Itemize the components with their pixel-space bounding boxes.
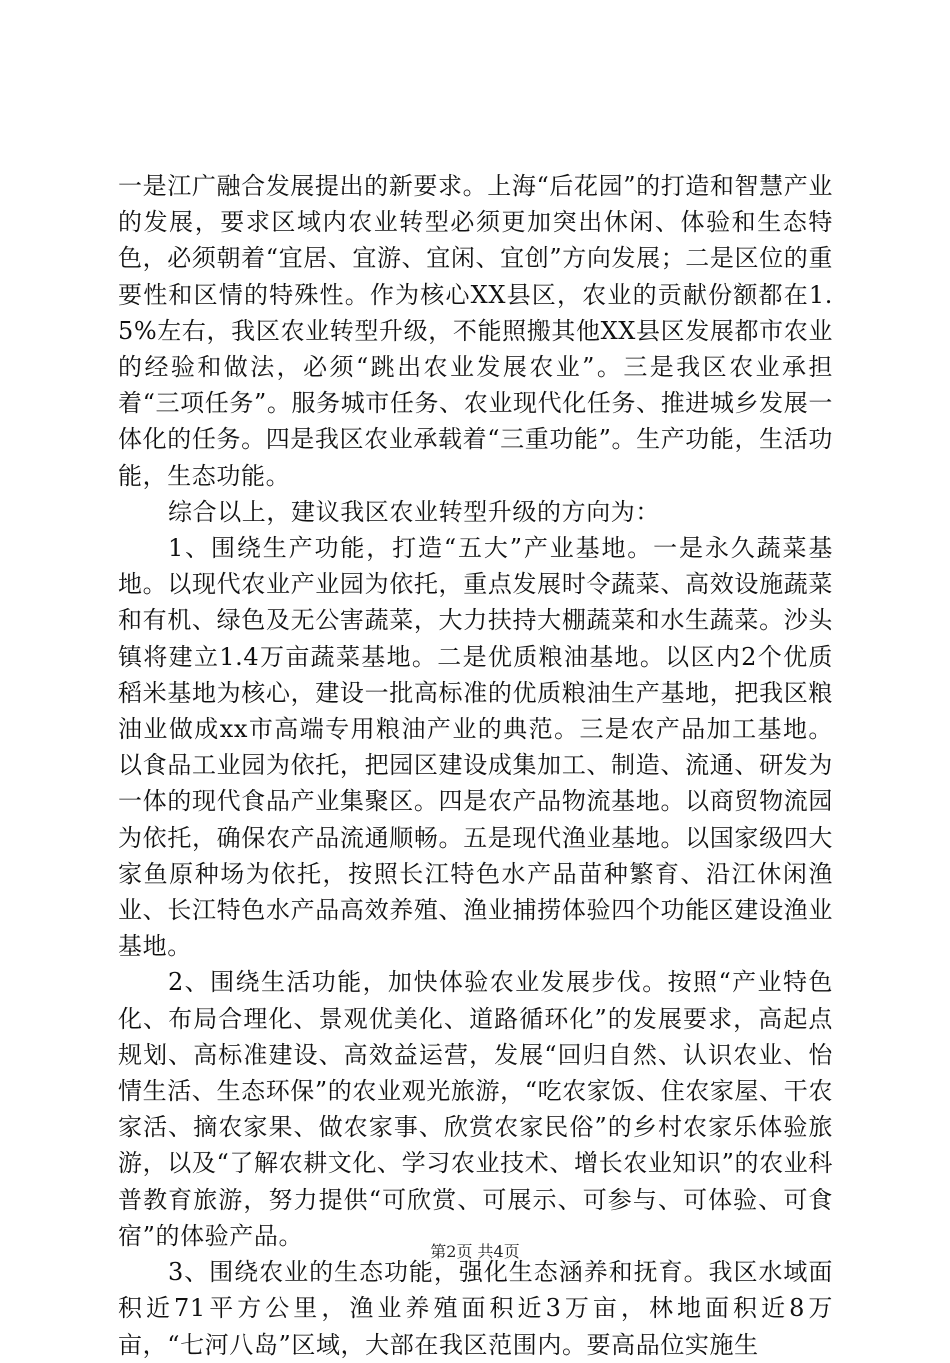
paragraph-2: 综合以上，建议我区农业转型升级的方向为：: [168, 497, 660, 526]
paragraph-5: 3、围绕农业的生态功能，强化生态涵养和抚育。我区水域面积近71平方公里，渔业养殖面积近3万亩，林地面积近8万亩，“七河八岛”区域，大部在我区范围内。要高品位实施生: [118, 1258, 833, 1359]
paragraph-1: 一是江广融合发展提出的新要求。上海“后花园”的打造和智慧产业的发展，要求区域内农业转型必须更加突出休闲、体验和生态特色，必须朝着“宜居、宜游、宜闲、宜创”方向发展；二是区位的重要性和区情的特殊性。作为核心XX县区，农业的贡献份额都在1.5%左右，我区农业转型升级，不能照搬其他XX县区发展都市农业的经验和做法，必须“跳出农业发展农业”。三是我区农业承担着“三项任务”。服务城市任务、农业现代化任务、推进城乡发展一体化的任务。四是我区农业承载着“三重功能”。生产功能，生活功能，生态功能。: [118, 172, 833, 490]
paragraph-3: 1、围绕生产功能，打造“五大”产业基地。一是永久蔬菜基地。以现代农业产业园为依托，重点发展时令蔬菜、高效设施蔬菜和有机、绿色及无公害蔬菜，大力扶持大棚蔬菜和水生蔬菜。沙头镇将建立1.4万亩蔬菜基地。二是优质粮油基地。以区内2个优质稻米基地为核心，建设一批高标准的优质粮油生产基地，把我区粮油业做成xx市高端专用粮油产业的典范。三是农产品加工基地。以食品工业园为依托，把园区建设成集加工、制造、流通、研发为一体的现代食品产业集聚区。四是农产品物流基地。以商贸物流园为依托，确保农产品流通顺畅。五是现代渔业基地。以国家级四大家鱼原种场为依托，按照长江特色水产品苗种繁育、沿江休闲渔业、长江特色水产品高效养殖、渔业捕捞体验四个功能区建设渔业基地。: [118, 534, 833, 961]
document-body: [118, 168, 833, 1363]
page-footer: 第2页 共4页: [430, 1242, 520, 1261]
paragraph-4: 2、围绕生活功能，加快体验农业发展步伐。按照“产业特色化、布局合理化、景观优美化、道路循环化”的发展要求，高起点规划、高标准建设、高效益运营，发展“回归自然、认识农业、怡情生活、生态环保”的农业观光旅游，“吃农家饭、住农家屋、干农家活、摘农家果、做农家事、欣赏农家民俗”的乡村农家乐体验旅游，以及“了解农耕文化、学习农业技术、增长农业知识”的农业科普教育旅游，努力提供“可欣赏、可展示、可参与、可体验、可食宿”的体验产品。: [118, 968, 833, 1250]
